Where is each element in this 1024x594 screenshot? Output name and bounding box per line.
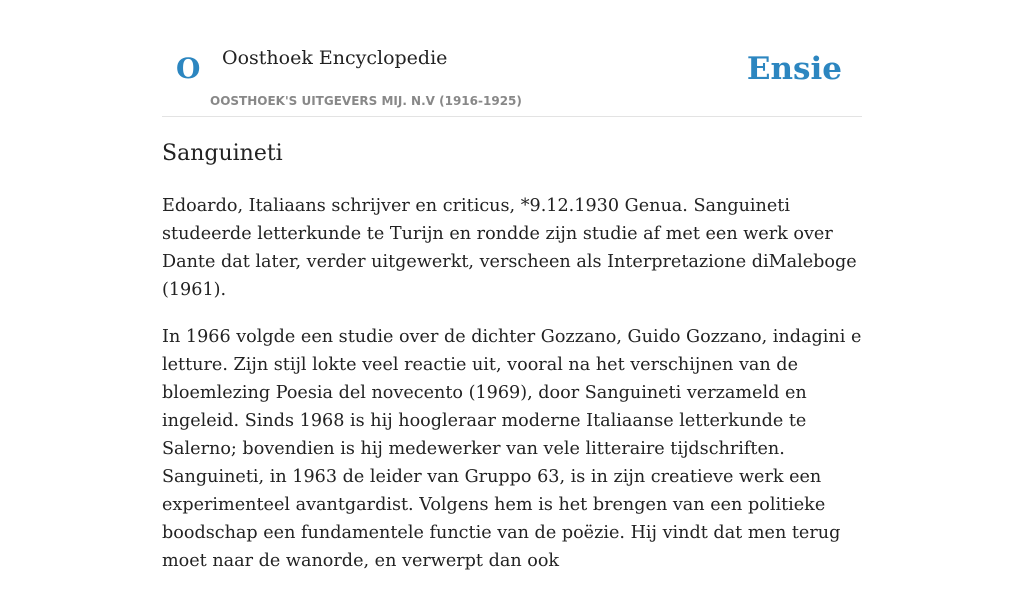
brand-logo-link[interactable]: Ensie (746, 51, 842, 87)
site-title[interactable]: Oosthoek Encyclopedie (222, 47, 448, 69)
site-logo-icon[interactable]: O (176, 52, 201, 85)
article-paragraph: In 1966 volgde een studie over de dichter Gozzano, Guido Gozzano, indagini e letture. Zijn stijl lokte veel reactie uit, vooral na het verschijnen van de bloemlezing Poesia del novecento (1969), door Sanguineti verzameld en ingeleid. Sinds 1968 is hij hoogleraar moderne Italiaanse letterkunde te Salerno; bovendien is hij medewerker van vele litteraire tijdschriften. Sanguineti, in 1963 de leider van Gruppo 63, is in zijn creatieve werk een experimenteel avantgardist. Volgens hem is het brengen van een politieke boodschap een fundamentele functie van de poëzie. Hij vindt dat men terug moet naar de wanorde, en verwerpt dan ook (162, 327, 862, 571)
article-paragraph: Edoardo, Italiaans schrijver en criticus, *9.12.1930 Genua. Sanguineti studeerde letterkunde te Turijn en rondde zijn studie af met een werk over Dante dat later, verder uitgewerkt, verscheen als Interpretazione diMaleboge (1961). (162, 196, 857, 300)
article-body (162, 192, 862, 594)
publisher-subtitle: OOSTHOEK'S UITGEVERS MIJ. N.V (1916-1925) (210, 94, 522, 108)
article-title: Sanguineti (162, 141, 283, 166)
site-header (162, 0, 862, 117)
